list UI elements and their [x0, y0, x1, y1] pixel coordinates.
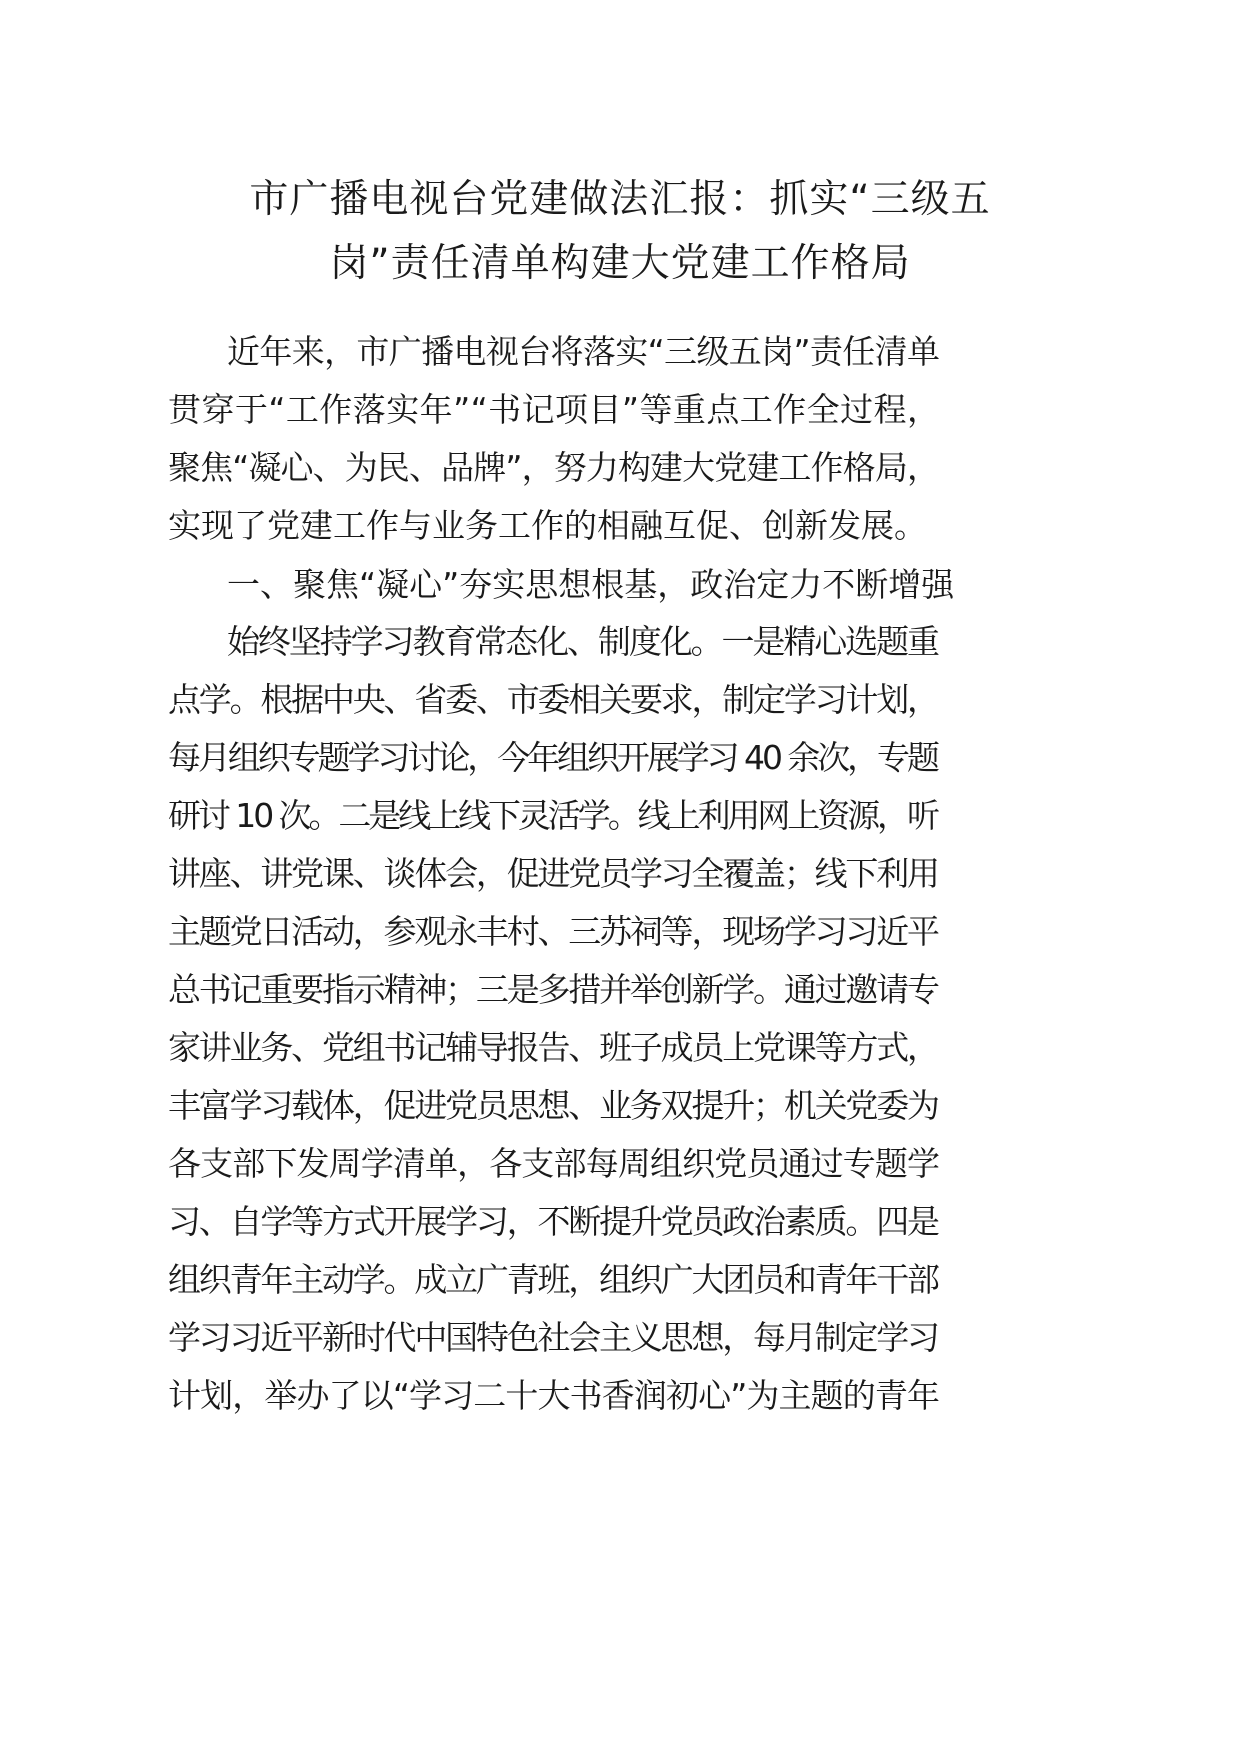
body-line [0, 728, 1240, 788]
body-line-text: 各支部下发周学清单，各支部每周组织党员通过专题学 [168, 1144, 940, 1183]
body-line-text: 讲座、讲党课、谈体会，促进党员学习全覆盖；线下利用 [168, 854, 938, 893]
body-line-text: 研讨 10 次。二是线上线下灵活学。线上利用网上资源，听 [168, 796, 937, 835]
body-line [0, 438, 1240, 498]
body-line-text: 点学。根据中央、省委、市委相关要求，制定学习计划， [168, 680, 938, 719]
body-line [0, 786, 1240, 846]
body-line-text: 主题党日活动，参观永丰村、三苏祠等，现场学习习近平 [168, 912, 938, 951]
body-line [0, 1250, 1240, 1310]
body-line-text: 丰富学习载体，促进党员思想、业务双提升；机关党委为 [168, 1086, 938, 1125]
body-line [0, 612, 1240, 672]
body-line-text: 学习习近平新时代中国特色社会主义思想，每月制定学习 [168, 1318, 938, 1357]
body-line-text: 每月组织专题学习讨论，今年组织开展学习 40 余次，专题 [168, 738, 937, 777]
body-line [0, 1018, 1240, 1078]
body-line [0, 670, 1240, 730]
body-line-text: 总书记重要指示精神；三是多措并举创新学。通过邀请专 [168, 970, 938, 1009]
body-line [0, 555, 1240, 615]
body-line-text: 始终坚持学习教育常态化、制度化。一是精心选题重 [227, 622, 938, 661]
body-line-text: 一、聚焦“凝心”夯实思想根基，政治定力不断增强 [227, 565, 955, 604]
body-line [0, 1076, 1240, 1136]
body-line-text: 计划，举办了以“学习二十大书香润初心”为主题的青年 [168, 1376, 940, 1415]
body-line [0, 322, 1240, 382]
body-line-text: 习、自学等方式开展学习，不断提升党员政治素质。四是 [168, 1202, 938, 1241]
document-title-line-1: 市广播电视台党建做法汇报：抓实“三级五 [249, 177, 991, 222]
document-title-line-2: 岗”责任清单构建大党建工作格局 [329, 241, 911, 286]
body-line [0, 1192, 1240, 1252]
body-line [0, 902, 1240, 962]
body-line [0, 960, 1240, 1020]
body-line [0, 496, 1240, 556]
body-line [0, 844, 1240, 904]
body-line [0, 1308, 1240, 1368]
body-line [0, 1366, 1240, 1426]
body-line-text: 近年来，市广播电视台将落实“三级五岗”责任清单 [227, 332, 940, 371]
body-line-text: 贯穿于“工作落实年”“书记项目”等重点工作全过程， [168, 390, 941, 429]
body-line-text: 组织青年主动学。成立广青班，组织广大团员和青年干部 [168, 1260, 938, 1299]
body-line-text: 聚焦“凝心、为民、品牌”，努力构建大党建工作格局， [168, 448, 940, 487]
body-line-text: 实现了党建工作与业务工作的相融互促、创新发展。 [168, 506, 927, 545]
body-line [0, 1134, 1240, 1194]
body-line [0, 380, 1240, 440]
body-line-text: 家讲业务、党组书记辅导报告、班子成员上党课等方式， [168, 1028, 938, 1067]
